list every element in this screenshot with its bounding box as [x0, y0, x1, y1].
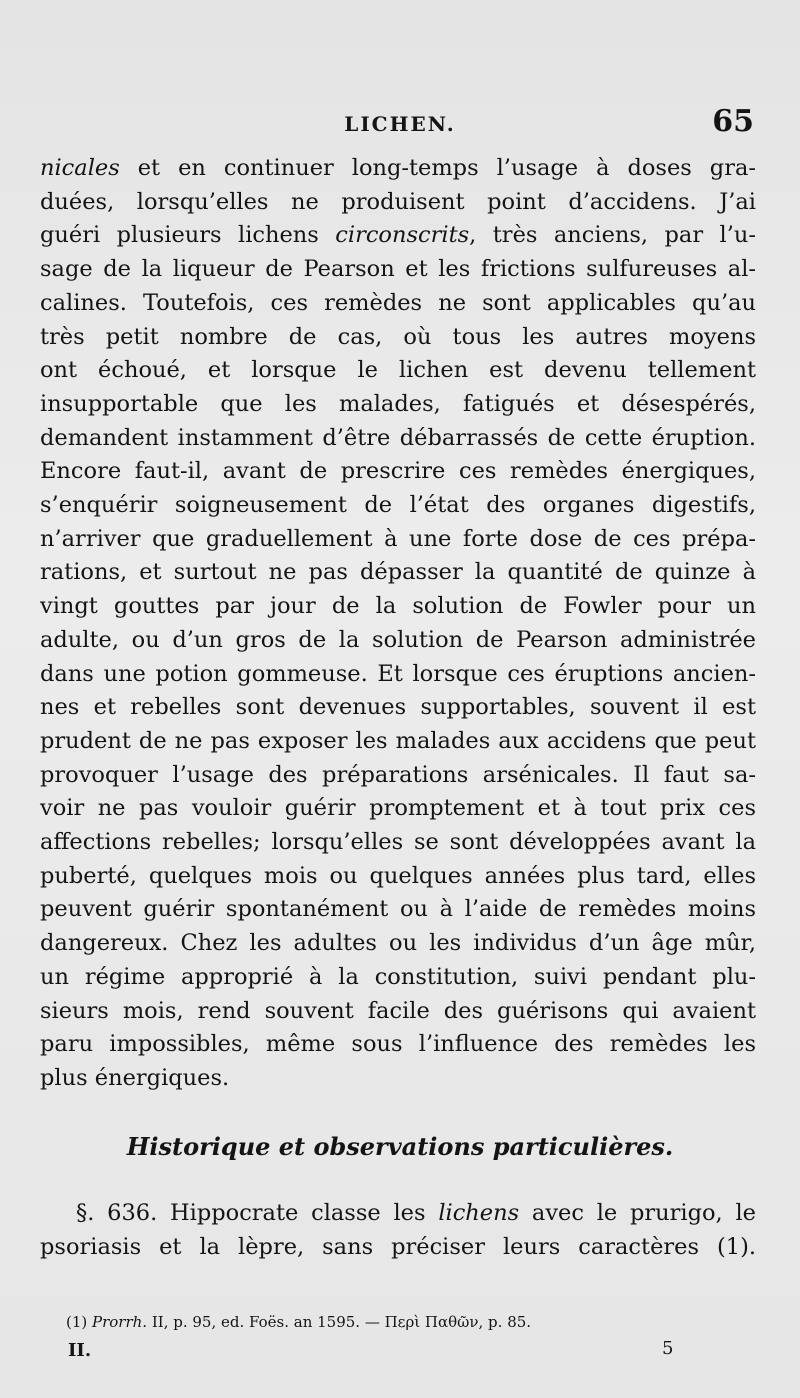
text-line: n’arriver que graduellement à une forte dose de ces prépa- — [40, 525, 756, 552]
footnote: (1) Prorrh. II, p. 95, ed. Foës. an 1595. — Περὶ Παθῶν, p. 85. — [66, 1313, 532, 1331]
text-line: nes et rebelles sont devenues supportables, souvent il est — [40, 694, 756, 721]
text-line: rations, et surtout ne pas dépasser la quantité de quinze à — [40, 559, 756, 586]
text-line: puberté, quelques mois ou quelques années plus tard, elles — [40, 862, 756, 889]
signature-mark: II. — [68, 1340, 92, 1361]
text-line: affections rebelles; lorsqu’elles se sont développées avant la — [40, 829, 756, 856]
signature-number: 5 — [662, 1338, 674, 1359]
text-line: voir ne pas vouloir guérir promptement et à tout prix ces — [40, 795, 756, 822]
text-line: un régime approprié à la constitution, suivi pendant plu- — [40, 963, 756, 990]
text-line: insupportable que les malades, fatigués et désespérés, — [40, 390, 756, 417]
text-line: prudent de ne pas exposer les malades aux accidens que peut — [40, 727, 756, 754]
text-line: paru impossibles, même sous l’influence des remèdes les — [40, 1031, 756, 1058]
page-number: 65 — [712, 104, 754, 139]
text-line: demandent instamment d’être débarrassés de cette éruption. — [40, 424, 756, 451]
running-title: LICHEN. — [344, 112, 456, 136]
text-line: dangereux. Chez les adultes ou les individus d’un âge mûr, — [40, 930, 756, 957]
text-line: psoriasis et la lèpre, sans préciser leurs caractères (1). — [40, 1234, 756, 1260]
text-line: peuvent guérir spontanément ou à l’aide de remèdes moins — [40, 896, 756, 923]
text-line: nicales et en continuer long-temps l’usage à doses gra- — [40, 155, 756, 181]
text-line: vingt gouttes par jour de la solution de Fowler pour un — [40, 593, 756, 620]
text-line: ont échoué, et lorsque le lichen est devenu tellement — [40, 357, 756, 384]
text-line: duées, lorsqu’elles ne produisent point d’accidens. J’ai — [40, 188, 756, 215]
text-line: adulte, ou d’un gros de la solution de Pearson administrée — [40, 626, 756, 653]
paragraph-636 — [40, 1196, 756, 1264]
text-line: très petit nombre de cas, où tous les autres moyens — [40, 323, 756, 350]
text-line: sage de la liqueur de Pearson et les frictions sulfureuses al- — [40, 256, 756, 283]
text-line: guéri plusieurs lichens circonscrits, très anciens, par l’u- — [40, 222, 756, 249]
text-line: dans une potion gommeuse. Et lorsque ces éruptions ancien- — [40, 660, 756, 687]
body-paragraph — [40, 152, 756, 1096]
text-line: sieurs mois, rend souvent facile des guérisons qui avaient — [40, 997, 756, 1024]
text-line: §. 636. Hippocrate classe les lichens avec le prurigo, le — [76, 1200, 756, 1226]
text-line: Encore faut-il, avant de prescrire ces remèdes énergiques, — [40, 458, 756, 485]
section-heading: Historique et observations particulières. — [126, 1132, 674, 1161]
running-head — [40, 104, 760, 144]
text-line: provoquer l’usage des préparations arsénicales. Il faut sa- — [40, 761, 756, 788]
text-line: plus énergiques. — [40, 1064, 230, 1091]
text-line: calines. Toutefois, ces remèdes ne sont applicables qu’au — [40, 289, 756, 316]
text-line: s’enquérir soigneusement de l’état des organes digestifs, — [40, 492, 756, 519]
